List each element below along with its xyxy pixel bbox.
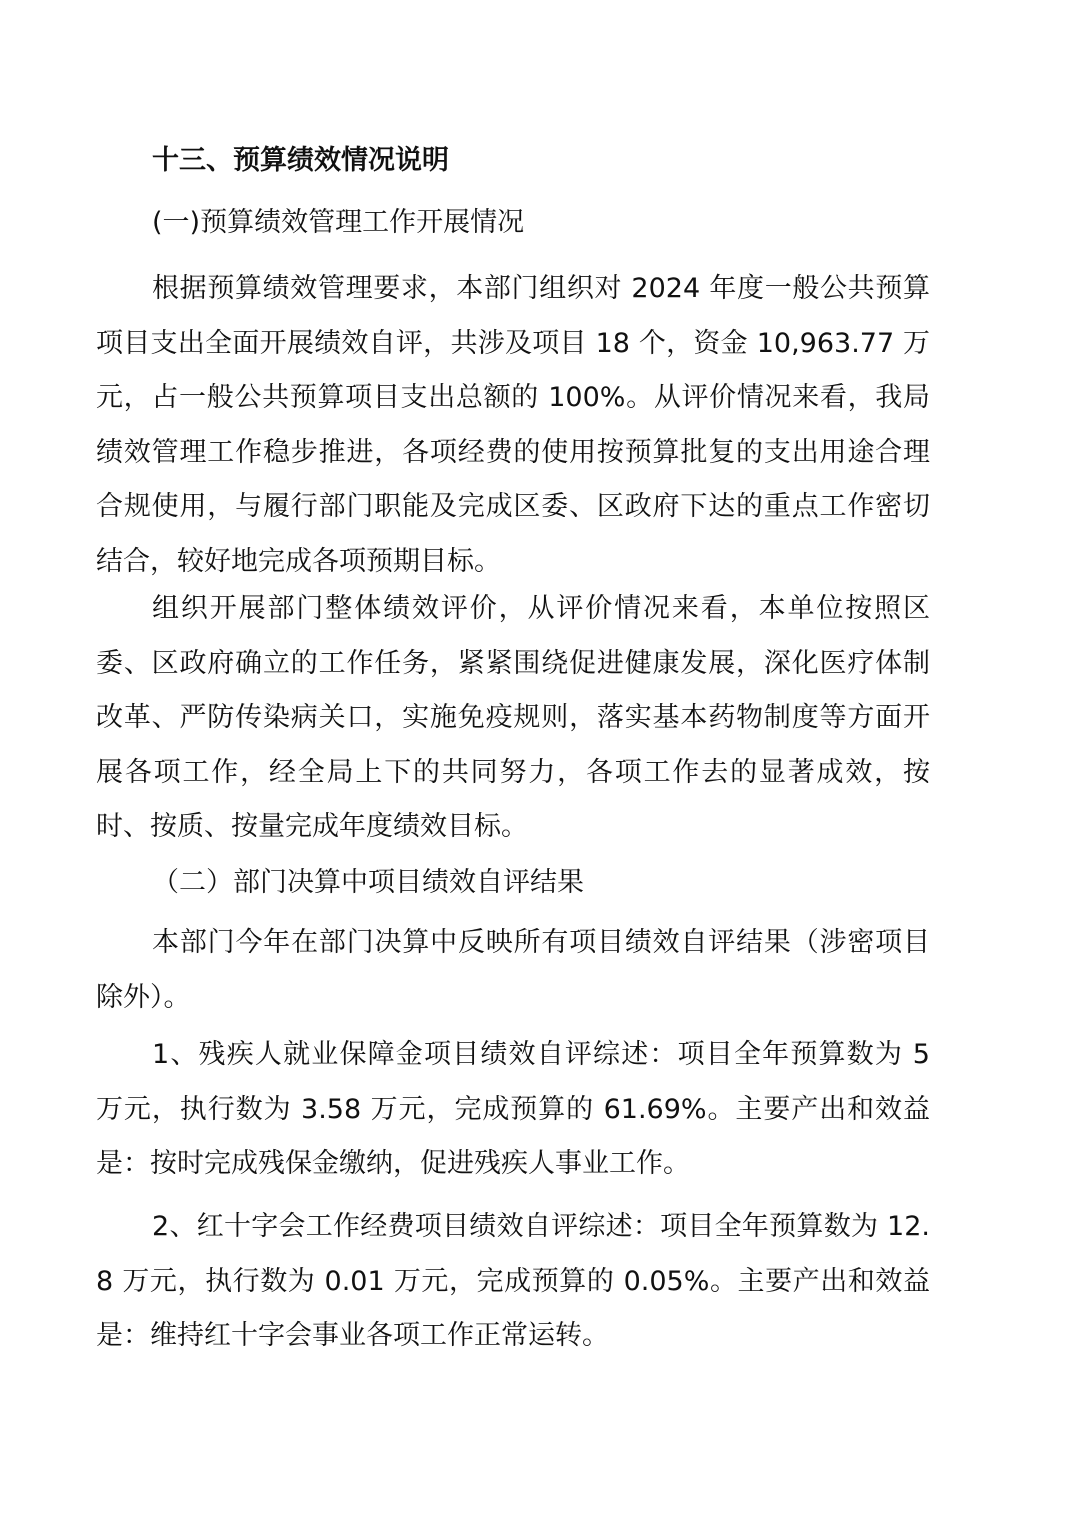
subsection-1-title: (一)预算绩效管理工作开展情况 — [152, 207, 525, 238]
item-red-cross-funding: 2、红十字会工作经费项目绩效自评综述：项目全年预算数为 12.8 万元，执行数为 0.01 万元，完成预算的 0.05%。主要产出和效益是：维持红十字会事业各项工作正常运转。 — [96, 1211, 930, 1351]
paragraph-budget-performance: 根据预算绩效管理要求，本部门组织对 2024 年度一般公共预算项目支出全面开展绩效自评，共涉及项目 18 个，资金 10,963.77 万元，占一般公共预算项目支出总额的 100%。从评价情况来看，我局绩效管理工作稳步推进，各项经费的使用按预算批复的支出用途合理合规使用，与履行部门职能及完成区委、区政府下达的重点工作密切结合，较好地完成各项预期目标。 — [96, 273, 930, 577]
item-disability-employment-fund: 1、残疾人就业保障金项目绩效自评综述：项目全年预算数为 5 万元，执行数为 3.58 万元，完成预算的 61.69%。主要产出和效益是：按时完成残保金缴纳，促进残疾人事业工作。 — [96, 1039, 930, 1179]
section-title: 十三、预算绩效情况说明 — [152, 145, 449, 176]
paragraph-overall-evaluation: 组织开展部门整体绩效评价，从评价情况来看，本单位按照区委、区政府确立的工作任务，紧紧围绕促进健康发展，深化医疗体制改革、严防传染病关口，实施免疫规则，落实基本药物制度等方面开展各项工作，经全局上下的共同努力，各项工作去的显著成效，按时、按质、按量完成年度绩效目标。 — [96, 593, 930, 842]
paragraph-self-evaluation-scope: 本部门今年在部门决算中反映所有项目绩效自评结果（涉密项目除外）。 — [96, 927, 930, 1013]
subsection-2-title: （二）部门决算中项目绩效自评结果 — [152, 867, 584, 898]
